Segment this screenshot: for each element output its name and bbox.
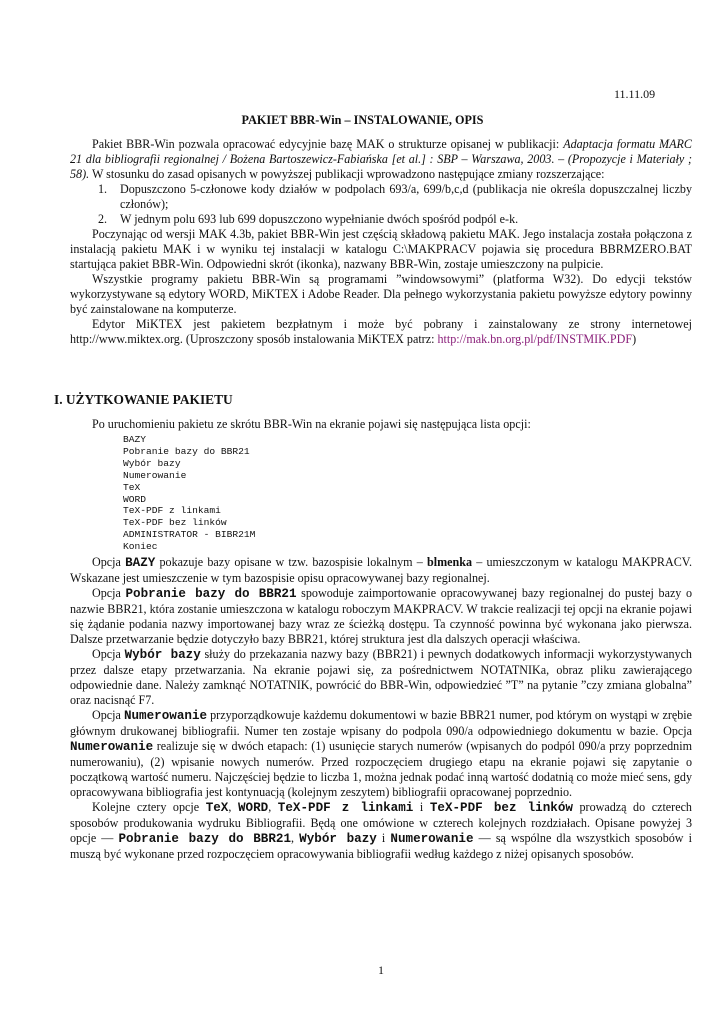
page-number: 1 — [378, 963, 384, 977]
intro-paragraph-4 — [70, 317, 692, 347]
bold-term: blmenka — [427, 555, 473, 570]
menu-option: TeX-PDF bez linków — [123, 517, 227, 529]
separator: i — [376, 831, 391, 846]
menu-option: TeX — [123, 481, 141, 493]
option-name: Pobranie bazy do BBR21 — [118, 832, 292, 847]
option-pobranie-paragraph — [70, 586, 692, 647]
list-item-number: 2. — [98, 212, 108, 226]
usage-section — [70, 417, 692, 862]
intro-paragraph-1 — [70, 137, 692, 182]
option-name: Pobranie bazy do BBR21 — [125, 587, 297, 602]
paragraph-text: Opcja — [92, 708, 124, 723]
intro-text: W stosunku do zasad opisanych w powyższej publikacji wprowadzono następujące zmiany rozszerzające: — [89, 167, 605, 181]
option-name: WORD — [237, 801, 269, 816]
option-name: TeX-PDF z linkami — [277, 801, 414, 816]
option-name: Numerowanie — [123, 709, 208, 724]
intro-text: Pakiet BBR-Win pozwala opracować edycyjnie bazę MAK o strukturze opisanej w publikacji: — [92, 137, 564, 151]
instmik-pdf-link[interactable]: http://mak.bn.org.pl/pdf/INSTMIK.PDF — [437, 332, 633, 346]
paragraph-text: — są wspólne dla wszystkich sposobów i muszą być wykonane przed rozpoczęciem opracowywania bibliografii według każdego z niżej opisanych sposobów. — [70, 831, 692, 862]
menu-option: TeX-PDF z linkami — [123, 505, 221, 517]
intro-text: ) — [632, 332, 637, 346]
menu-option: BAZY — [123, 434, 147, 445]
option-wybor-paragraph — [70, 647, 692, 708]
menu-option: WORD — [123, 493, 147, 505]
publication-citation: Adaptacja formatu MARC 21 dla bibliografii regionalnej / Bożena Bartoszewicz-Fabiańska [et al.] : SBP – Warszawa, 2003. – (Propozycje i Materiały ; 58). — [70, 137, 692, 181]
list-item-text: W jednym polu 693 lub 699 dopuszczono wypełnianie dwóch spośród podpól e-k. — [120, 212, 519, 226]
option-name: Numerowanie — [390, 832, 474, 847]
option-numerowanie-paragraph — [70, 708, 692, 800]
document-title: PAKIET BBR-Win – INSTALOWANIE, OPIS — [241, 113, 484, 127]
paragraph-text: przyporządkowuje każdemu dokumentowi w bazie BBR21 numer, pod którym on wystąpi w zrębie głównym drukowanej bibliografii. Numer ten zostaje wpisany do podpola 090/a odpowiedniego dokumentu w bazie. Opcja — [70, 708, 692, 739]
usage-lead: Po uruchomieniu pakietu ze skrótu BBR-Win na ekranie pojawi się następująca lista opcji: — [92, 417, 531, 431]
intro-paragraph-3: Wszystkie programy pakietu BBR-Win są programami ”windowsowymi” (platforma W32). Do edycji tekstów wykorzystywane są edytory WORD, MiKTEX i Adobe Reader. Dla pełnego wykorzystania pakietu powyższe edytory powinny być zainstalowane na komputerze. — [70, 272, 692, 316]
option-name: Wybór bazy — [299, 832, 377, 847]
menu-option: Wybór bazy — [123, 457, 181, 469]
paragraph-text: spowoduje zaimportowanie opracowywanej bazy regionalnej do pustej bazy o nazwie BBR21, która zostanie umieszczona w katalogu roboczym MAKPRACV. W trakcie realizacji tej opcji na ekranie pojawi się żądanie podania nazwy importowanej bazy wraz ze ścieżką dostępu. Ta czynność powinna być wykonana jako pierwsza. Dalsze przetwarzanie będzie dotyczyło bazy BBR21, której struktura jest dla dalszych operacji właściwa. — [70, 586, 693, 647]
changes-list — [70, 182, 692, 227]
document-date: 11.11.09 — [614, 87, 656, 101]
menu-option: Koniec — [123, 541, 158, 553]
menu-option: Numerowanie — [123, 469, 187, 481]
list-item-number: 1. — [98, 182, 108, 196]
list-item — [70, 212, 692, 227]
option-name: TeX — [205, 801, 229, 816]
paragraph-text: realizuje się w dwóch etapach: (1) usunięcie starych numerów (wpisanych do podpól 090/a przy poprzednim numerowaniu), (2) wpisanie nowych numerów. Przed rozpoczęciem drugiego etapu na ekranie pojawi się zapytanie o początkową wartość numeru. Najczęściej będzie to liczba 1, można jednak podać inną wartość dodatnią co może mieć sens, gdy opracowywana bibliografia jest kontynuacją (kolejnym zeszytem) bibliografii opracowanej poprzednio. — [70, 739, 692, 800]
intro-paragraph-2: Poczynając od wersji MAK 4.3b, pakiet BBR-Win jest częścią składową pakietu MAK. Jego instalacja została połączona z instalacją pakietu MAK i w wyniku tej instalacji w katalogu C:\MAKPRACV pojawia się procedura BBRMZERO.BAT startująca pakiet BBR-Win. Odpowiedni skrót (ikonka), nazwany BBR-Win, zostaje umieszczony na pulpicie. — [70, 227, 692, 271]
paragraph-text: – umieszczonym w katalogu MAKPRACV. Wskazane jest umieszczenie w tym bazospisie opisu opracowywanej bazy regionalnej. — [70, 555, 692, 586]
separator: , — [228, 800, 238, 815]
section-heading: I. UŻYTKOWANIE PAKIETU — [54, 392, 233, 407]
option-bazy-paragraph — [70, 555, 692, 586]
paragraph-text: Opcja — [92, 586, 126, 601]
paragraph-text: Opcja — [92, 555, 126, 570]
separator: , — [291, 831, 300, 846]
menu-option: ADMINISTRATOR - BIBR21M — [123, 529, 256, 541]
intro-section — [70, 137, 692, 347]
options-menu-listing — [123, 434, 692, 553]
list-item — [70, 182, 692, 212]
option-name: BAZY — [125, 556, 156, 571]
option-name: Numerowanie — [70, 740, 154, 755]
option-name: TeX-PDF bez linków — [429, 801, 573, 816]
option-kolejne-paragraph — [70, 800, 692, 862]
paragraph-text: służy do przekazania nazwy bazy (BBR21) i pewnych dodatkowych informacji wykorzystywanych przez dalsze etapy przetwarzania. Na ekranie pojawi się, za pośrednictwem NOTATNIKa, obraz pliku zawierającego odpowiednie dane. Należy zamknąć NOTATNIK, powrócić do BBR-Win, odpowiedzieć ”T” na pytanie ”czy zmiana globalna” oraz nacisnąć F7. — [70, 647, 692, 708]
option-name: Wybór bazy — [124, 648, 201, 663]
menu-option: Pobranie bazy do BBR21 — [123, 445, 250, 457]
paragraph-text: pokazuje bazy opisane w tzw. bazospisie lokalnym – — [155, 555, 428, 570]
paragraph-text: Kolejne cztery opcje — [92, 800, 206, 815]
separator: , — [268, 800, 278, 815]
list-item-text: Dopuszczono 5-członowe kody działów w podpolach 693/a, 699/b,c,d (publikacja nie określa dopuszczalnej liczby członów); — [120, 182, 692, 211]
paragraph-text: prowadzą do czterech sposobów produkowania wydruku Bibliografii. Będą one omówione w czterech kolejnych rozdziałach. Opisane powyżej 3 opcje — — [70, 800, 692, 846]
intro-text: Edytor MiKTEX jest pakietem bezpłatnym i może być pobrany i zainstalowany ze strony internetowej http://www.miktex.org. (Uproszczony sposób instalowania MiKTEX patrz: — [70, 317, 692, 346]
paragraph-text: Opcja — [92, 647, 125, 662]
separator: i — [413, 800, 430, 815]
